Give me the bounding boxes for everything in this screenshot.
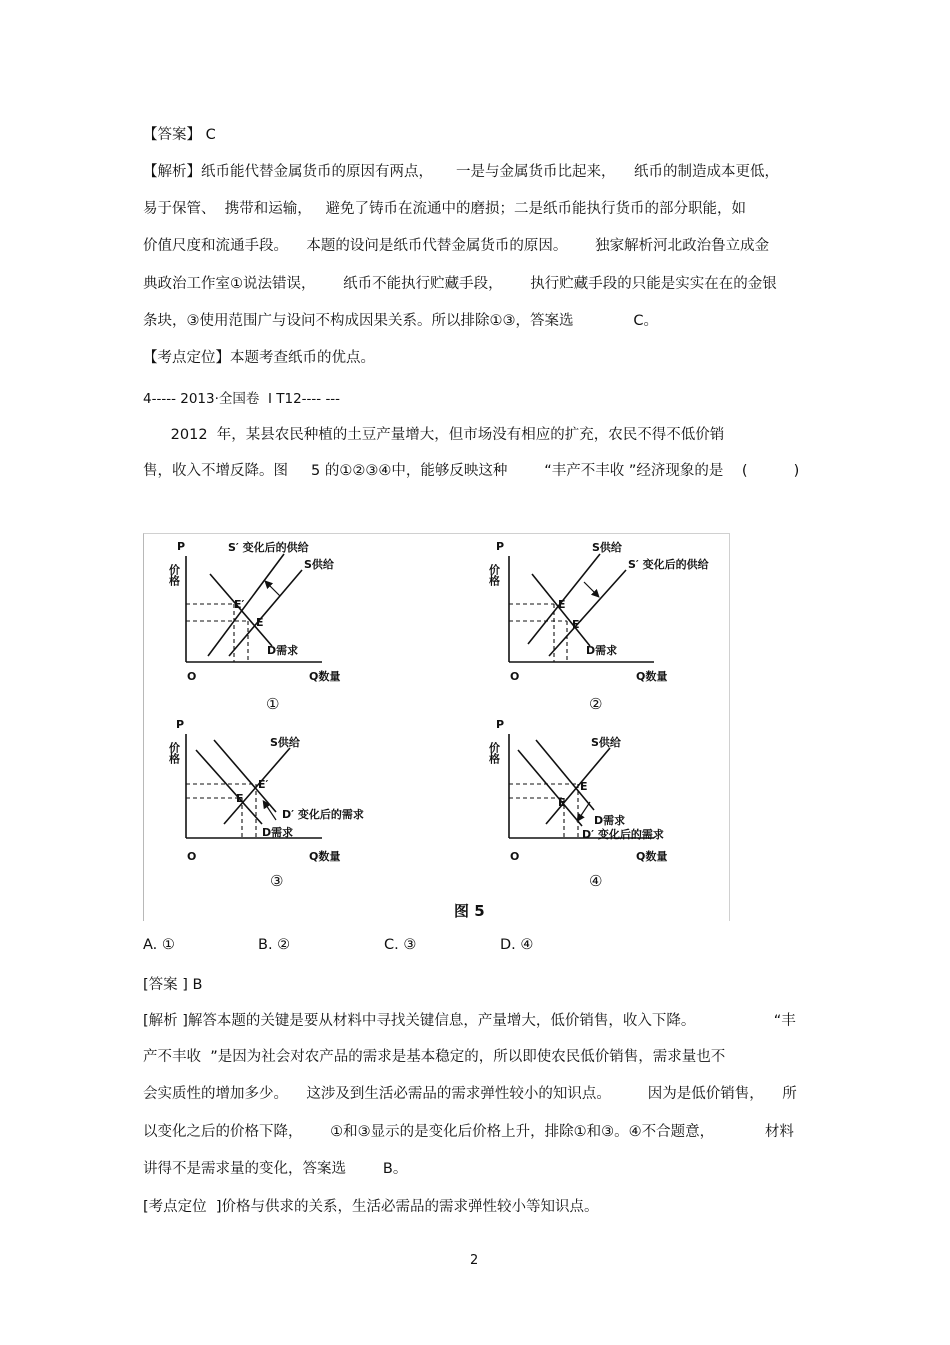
curve-label: D需求 [267, 644, 299, 657]
answer-line: 【答案】 C [143, 127, 216, 143]
analysis-line: 价值尺度和流通手段。 本题的设问是纸币代替金属货币的原因。 独家解析河北政治鲁立成金 [143, 238, 770, 254]
q-label: Q数量 [309, 670, 341, 683]
origin-label: O [510, 670, 520, 683]
q-label: Q数量 [636, 850, 668, 863]
price-label: 价格 [487, 564, 501, 586]
analysis-line: 典政治工作室①说法错误， 纸币不能执行贮藏手段， 执行贮藏手段的只能是实实在在的金银 [143, 276, 777, 292]
point-label: E′ [258, 778, 269, 791]
point-label: E′ [572, 618, 583, 631]
curve-label: D′ 变化后的需求 [282, 808, 364, 821]
curve-label: S′ 变化后的供给 [628, 558, 709, 571]
analysis-line: 条块，③使用范围广与设问不构成因果关系。所以排除①③，答案选 C。 [143, 313, 659, 329]
q-label: Q数量 [636, 670, 668, 683]
origin-label: O [510, 850, 520, 863]
chart-panel-3 [186, 734, 322, 838]
supply-curve [224, 748, 290, 824]
shift-arrow [266, 582, 280, 596]
origin-label: O [187, 850, 197, 863]
option-d: D. ④ [500, 937, 534, 953]
question-text: 售，收入不增反降。图 5 的①②③④中，能够反映这种 “丰产不丰收 ”经济现象的是 ( ) [143, 463, 800, 479]
chart-panel-2-labels [488, 540, 709, 713]
curve-label: D需求 [586, 644, 618, 657]
question-text: 2012 年，某县农民种植的土豆产量增大，但市场没有相应的扩充，农民不得不低价销 [143, 427, 725, 443]
p-label: P [177, 540, 186, 553]
origin-label: O [187, 670, 197, 683]
curve-label: S供给 [304, 558, 334, 571]
analysis-line: 以变化之后的价格下降， ①和③显示的是变化后价格上升，排除①和③。④不合题意， 材料 [143, 1124, 794, 1140]
point-label: E′ [558, 796, 569, 809]
curve-label: S供给 [592, 541, 622, 554]
p-label: P [496, 540, 505, 553]
analysis-line: 易于保管、 携带和运输， 避免了铸币在流通中的磨损；二是纸币能执行货币的部分职能，如 [143, 201, 747, 217]
question-source: 4----- 2013·全国卷 I T12---- --- [143, 391, 341, 407]
curve-label: D需求 [594, 814, 626, 827]
curve-label: S′ 变化后的供给 [228, 541, 309, 554]
chart-panel-1 [186, 554, 322, 662]
figure-title: 图 5 [454, 902, 485, 920]
price-label: 价格 [167, 564, 181, 586]
p-label: P [176, 718, 185, 731]
analysis-line: [解析 ]解答本题的关键是要从材料中寻找关键信息，产量增大，低价销售，收入下降。 “丰 [143, 1013, 796, 1029]
panel-number: ① [266, 695, 280, 713]
topic-line: [考点定位 ]价格与供求的关系，生活必需品的需求弹性较小等知识点。 [143, 1199, 599, 1215]
point-label: E′ [234, 598, 245, 611]
analysis-line: 【解析】纸币能代替金属货币的原因有两点， 一是与金属货币比起来， 纸币的制造成本更低， [143, 164, 779, 180]
p-label: P [496, 718, 505, 731]
analysis-line: 产不丰收 ”是因为社会对农产品的需求是基本稳定的，所以即使农民低价销售，需求量也不 [143, 1049, 726, 1065]
option-c: C. ③ [384, 937, 417, 953]
panel-number: ② [589, 695, 603, 713]
price-label: 价格 [487, 742, 501, 764]
option-a: A. ① [143, 937, 175, 953]
curve-label: D′ 变化后的需求 [582, 828, 664, 841]
point-label: E [558, 598, 566, 611]
option-b: B. ② [258, 937, 291, 953]
answer-line: [答案 ] B [143, 977, 203, 993]
shift-arrow [584, 582, 598, 596]
demand-curve [196, 750, 262, 824]
demand-shifted-curve [518, 750, 582, 826]
point-label: E [580, 780, 588, 793]
curve-label: D需求 [262, 826, 294, 839]
page-number: 2 [470, 1253, 479, 1268]
curve-label: S供给 [270, 736, 300, 749]
curve-label: S供给 [591, 736, 621, 749]
point-label: E [256, 616, 264, 629]
figure-5 [143, 533, 730, 921]
panel-number: ④ [589, 872, 603, 890]
analysis-line: 讲得不是需求量的变化，答案选 B。 [143, 1161, 408, 1177]
point-label: E [236, 792, 244, 805]
chart-panel-4-labels [488, 718, 668, 890]
shift-arrow [578, 802, 590, 820]
panel-number: ③ [270, 872, 284, 890]
price-label: 价格 [167, 742, 181, 764]
q-label: Q数量 [309, 850, 341, 863]
analysis-line: 会实质性的增加多少。 这涉及到生活必需品的需求弹性较小的知识点。 因为是低价销售， 所 [143, 1086, 797, 1102]
topic-line: 【考点定位】本题考查纸币的优点。 [143, 350, 375, 366]
